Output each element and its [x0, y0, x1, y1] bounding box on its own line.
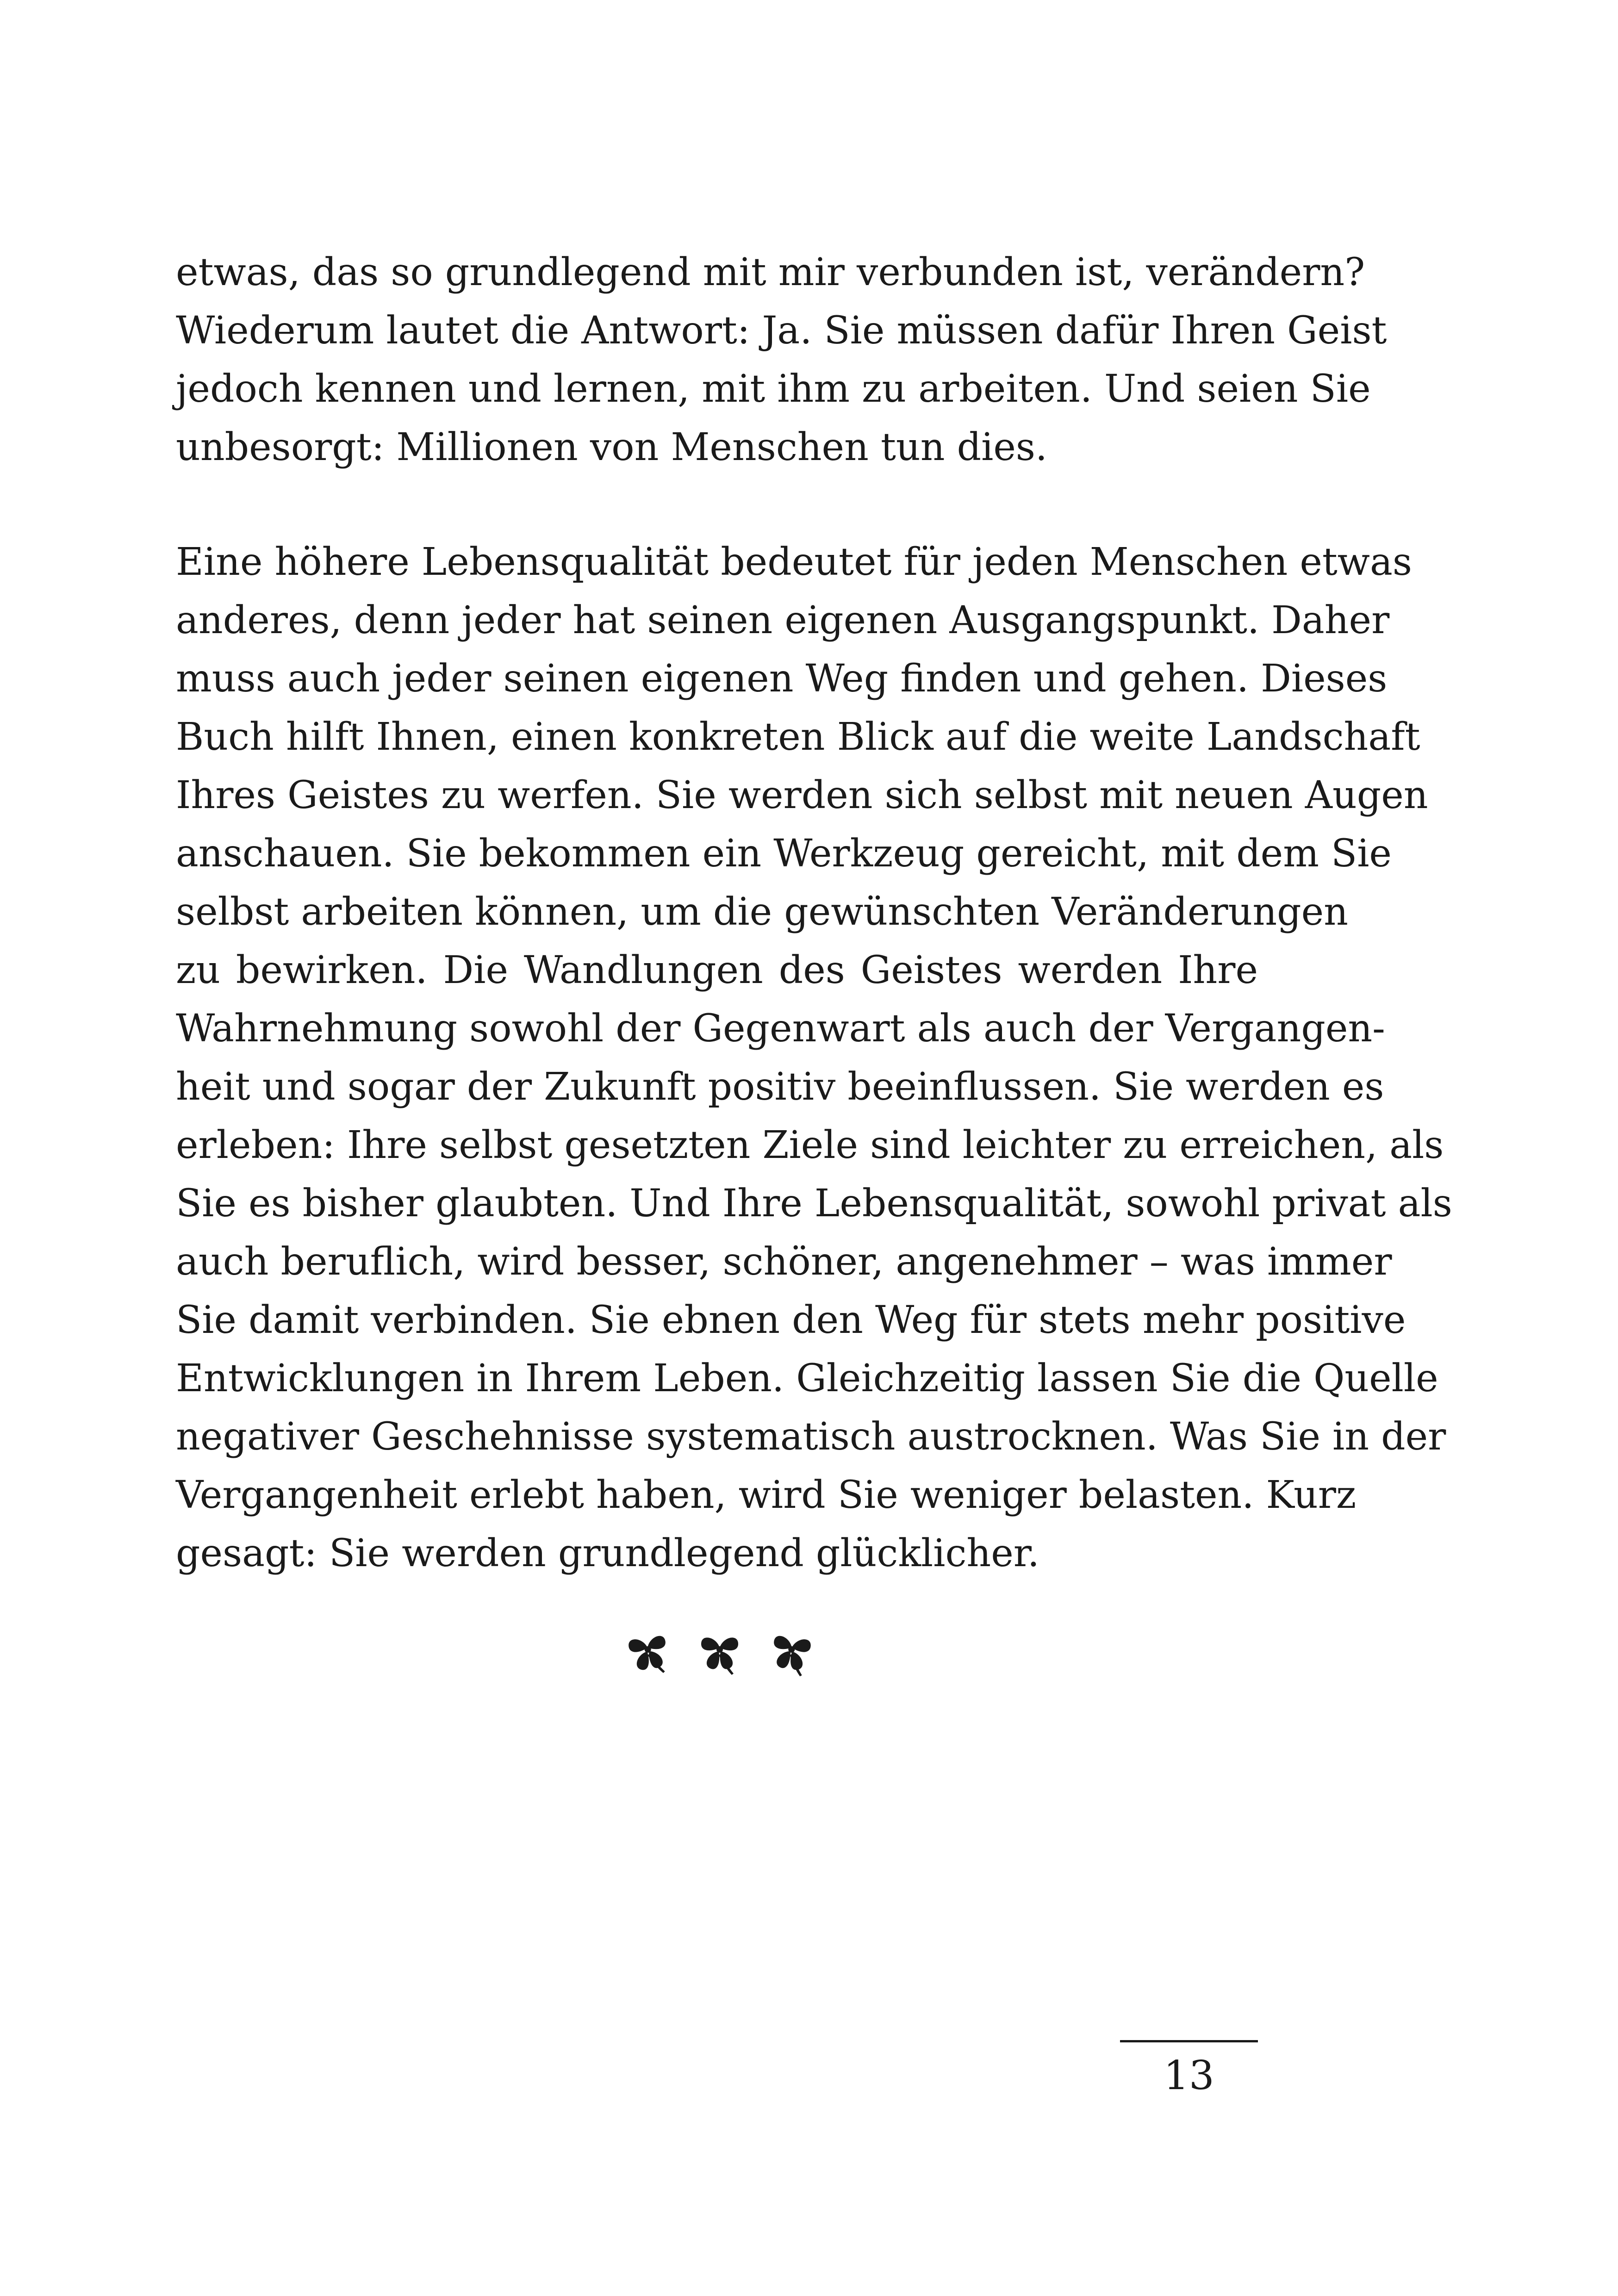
text-line: Entwicklungen in Ihrem Leben. Gleichzeitig lassen Sie die Quelle: [176, 1356, 1438, 1400]
text-line: erleben: Ihre selbst gesetzten Ziele sind leichter zu erreichen, als: [176, 1123, 1444, 1167]
text-line: Wiederum lautet die Antwort: Ja. Sie müssen dafür Ihren Geist: [176, 309, 1387, 353]
text-line: gesagt: Sie werden grundlegend glücklicher.: [176, 1531, 1039, 1575]
paragraph-2: [176, 533, 1452, 1583]
text-line: Buch hilft Ihnen, einen konkreten Blick auf die weite Landschaft: [176, 715, 1420, 759]
text-line: heit und sogar der Zukunft positiv beeinflussen. Sie werden es: [176, 1065, 1384, 1109]
text-line: etwas, das so grundlegend mit mir verbunden ist, verändern?: [176, 250, 1365, 294]
text-line: Eine höhere Lebensqualität bedeutet für jeden Menschen etwas: [176, 540, 1412, 584]
text-line: selbst arbeiten können, um die gewünschten Veränderungen: [176, 890, 1348, 934]
text-line: Vergangenheit erlebt haben, wird Sie weniger belasten. Kurz: [176, 1473, 1357, 1517]
text-line: auch beruflich, wird besser, schöner, angenehmer – was immer: [176, 1240, 1392, 1284]
text-line: negativer Geschehnisse systematisch austrocknen. Was Sie in der: [176, 1415, 1446, 1459]
clover-ornament-icon: [616, 1624, 824, 1684]
text-line: Ihres Geistes zu werfen. Sie werden sich selbst mit neuen Augen: [176, 773, 1428, 817]
text-line: zu bewirken. Die Wandlungen des Geistes werden Ihre: [176, 948, 1258, 992]
paragraph-1: [176, 243, 1387, 477]
text-line: anschauen. Sie bekommen ein Werkzeug gereicht, mit dem Sie: [176, 832, 1392, 876]
text-line: Sie damit verbinden. Sie ebnen den Weg für stets mehr positive: [176, 1298, 1406, 1342]
page-number: 13: [1164, 2053, 1214, 2099]
text-line: jedoch kennen und lernen, mit ihm zu arbeiten. Und seien Sie: [176, 367, 1371, 411]
text-line: Wahrnehmung sowohl der Gegenwart als auch der Vergangen-: [176, 1007, 1385, 1051]
text-line: anderes, denn jeder hat seinen eigenen Ausgangspunkt. Daher: [176, 598, 1390, 642]
text-line: muss auch jeder seinen eigenen Weg finden und gehen. Dieses: [176, 657, 1388, 701]
text-line: Sie es bisher glaubten. Und Ihre Lebensqualität, sowohl privat als: [176, 1182, 1452, 1226]
folio-divider: [1120, 2040, 1258, 2042]
text-line: unbesorgt: Millionen von Menschen tun dies.: [176, 425, 1047, 469]
